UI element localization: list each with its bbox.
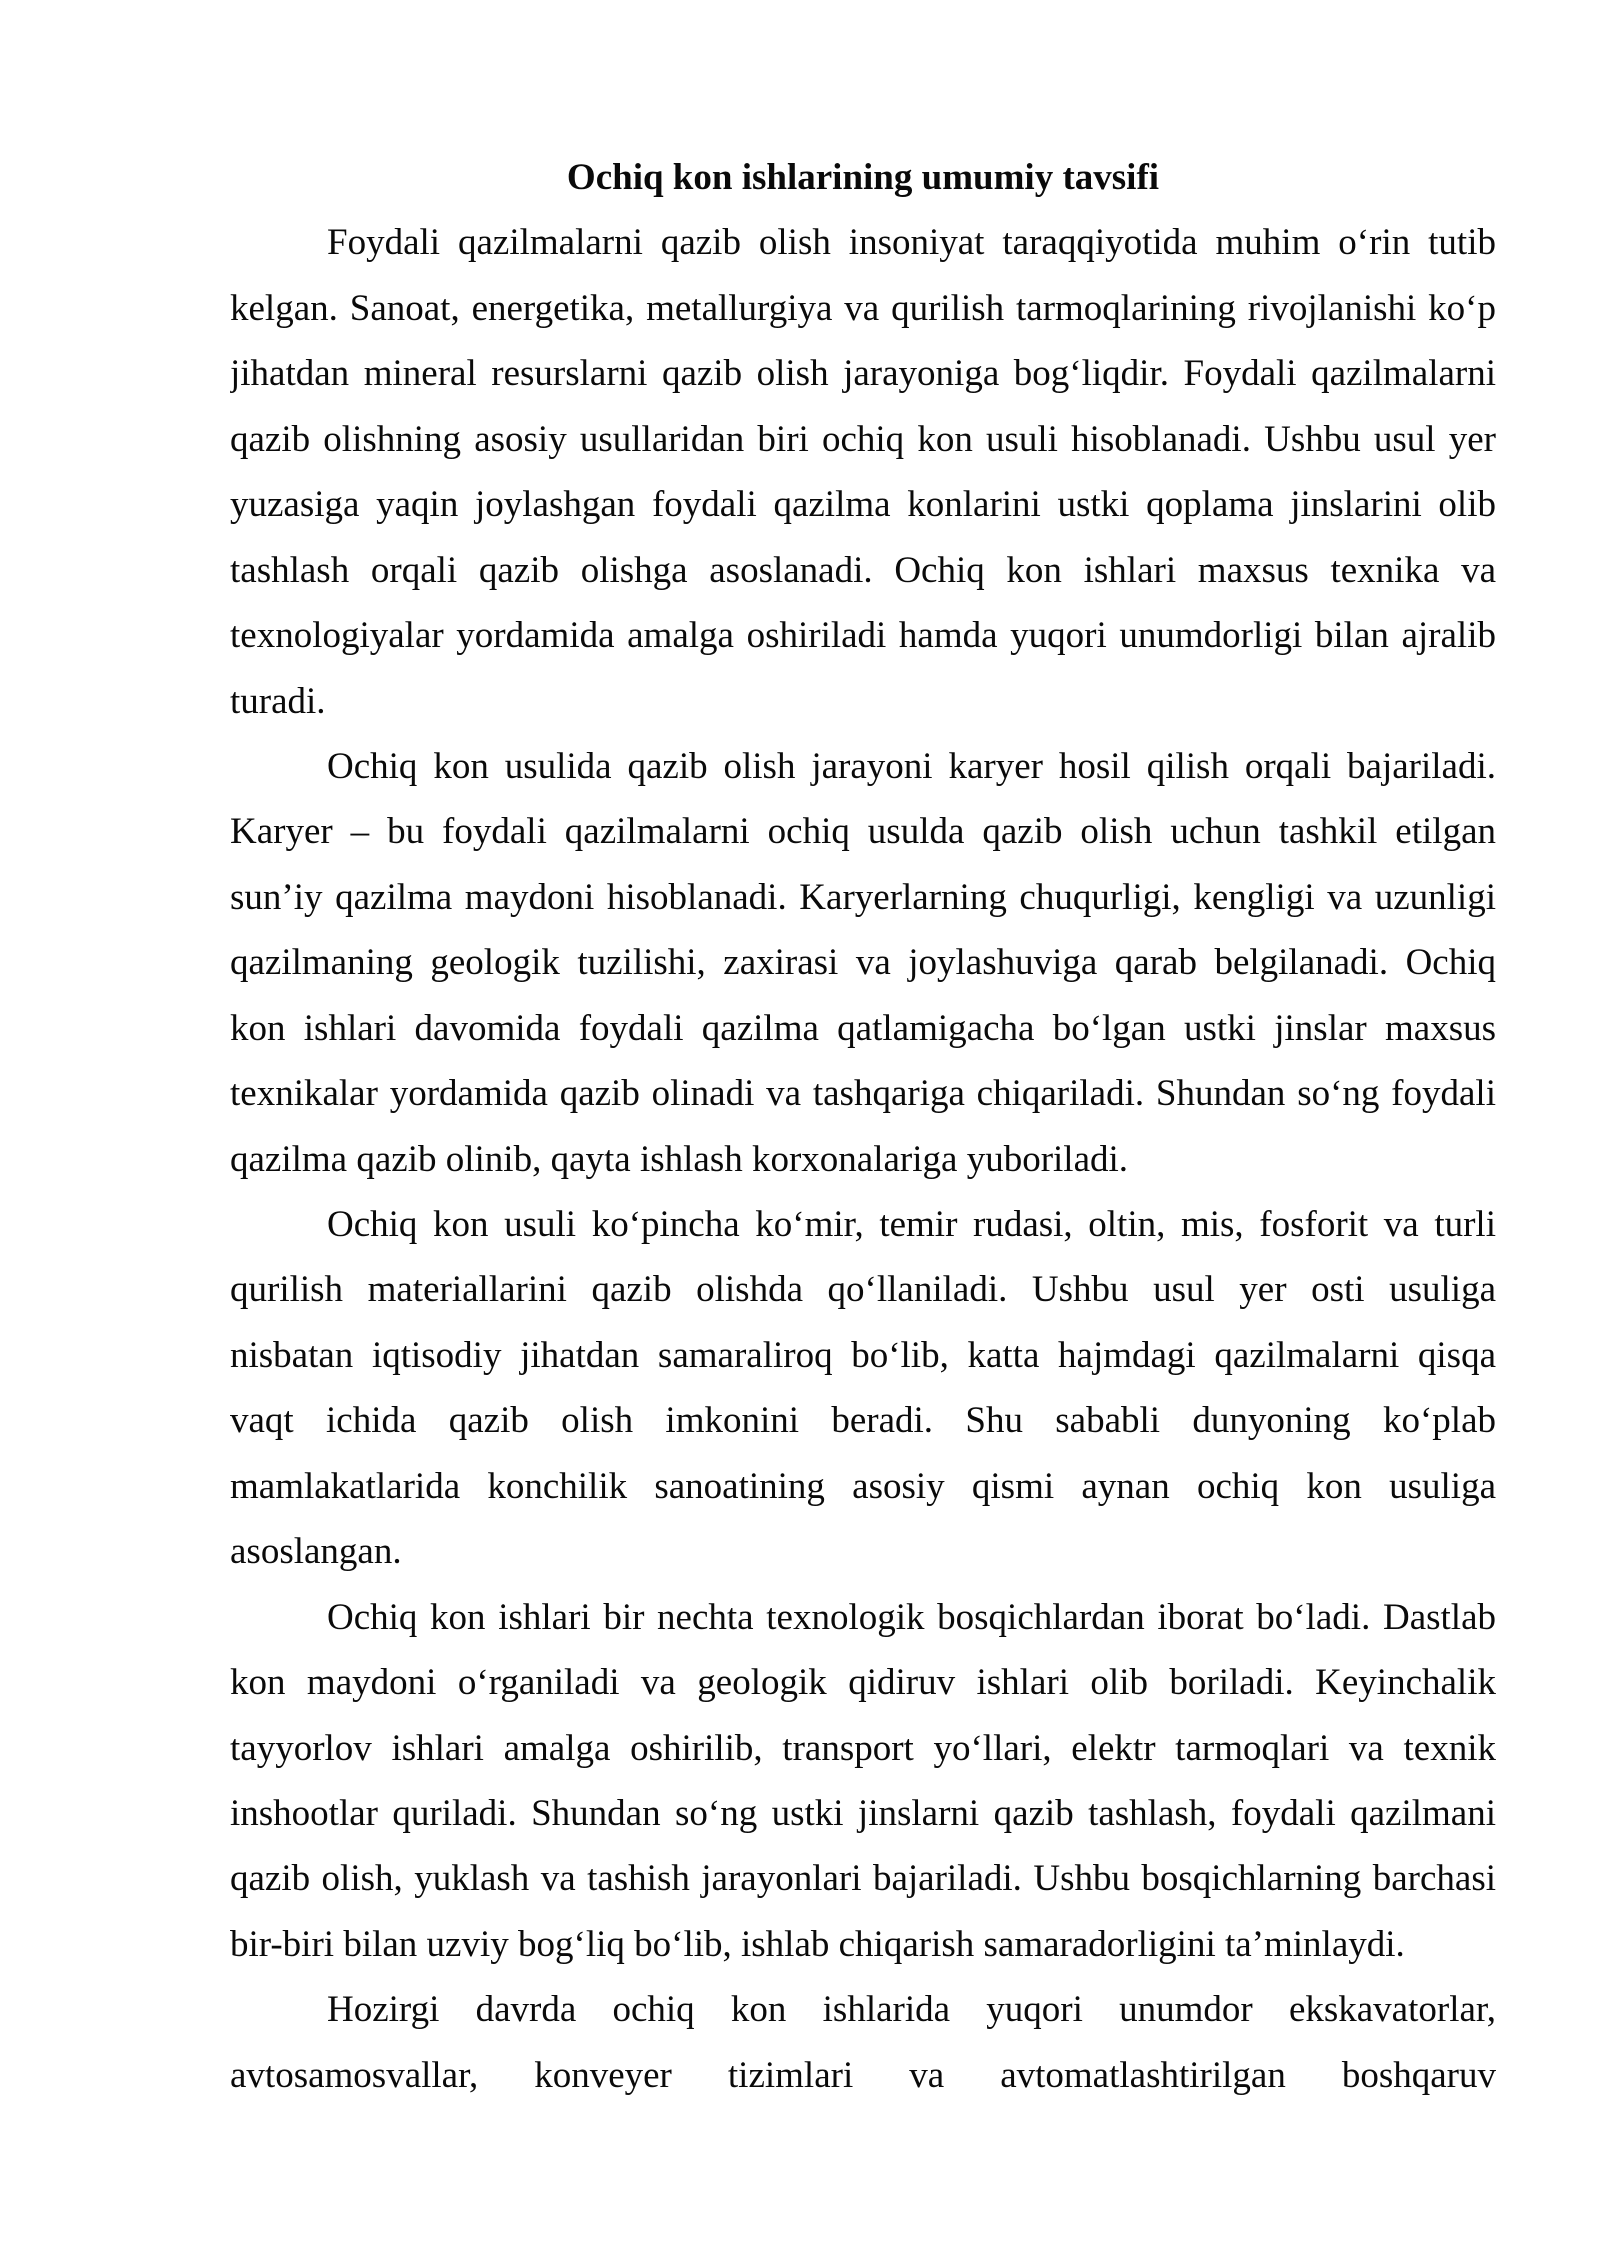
paragraph-line: Ochiq kon ishlari bir nechta texnologik bosqichlardan iborat bo‘ladi. Dastlab xyxy=(327,1596,1496,1638)
document-title: Ochiq kon ishlarining umumiy tavsifi xyxy=(566,157,1160,198)
paragraph-line: Foydali qazilmalarni qazib olish insoniyat taraqqiyotida muhim o‘rin tutib xyxy=(327,222,1496,264)
document-body xyxy=(230,145,1496,2108)
paragraph-line: tashlash orqali qazib olishga asoslanadi. Ochiq kon ishlari maxsus texnika va xyxy=(230,549,1496,591)
paragraph-line: inshootlar quriladi. Shundan so‘ng ustki jinslarni qazib tashlash, foydali qazilmani xyxy=(230,1792,1496,1834)
paragraph-line: kelgan. Sanoat, energetika, metallurgiya va qurilish tarmoqlarining rivojlanishi ko‘p xyxy=(230,287,1496,329)
paragraph-line: jihatdan mineral resurslarni qazib olish jarayoniga bog‘liqdir. Foydali qazilmalarni xyxy=(230,353,1496,395)
paragraph-line: sun’iy qazilma maydoni hisoblanadi. Karyerlarning chuqurligi, kengligi va uzunligi xyxy=(230,876,1496,918)
paragraph-line: avtosamosvallar, konveyer tizimlari va avtomatlashtirilgan boshqaruv xyxy=(230,2054,1496,2096)
paragraph-line: qurilish materiallarini qazib olishda qo‘llaniladi. Ushbu usul yer osti usuliga xyxy=(230,1269,1496,1311)
paragraph-line: kon ishlari davomida foydali qazilma qatlamigacha bo‘lgan ustki jinslar maxsus xyxy=(230,1007,1496,1049)
paragraph-line: texnologiyalar yordamida amalga oshiriladi hamda yuqori unumdorligi bilan ajralib xyxy=(230,615,1496,657)
paragraph-4 xyxy=(230,1585,1496,1978)
paragraph-line: nisbatan iqtisodiy jihatdan samaraliroq bo‘lib, katta hajmdagi qazilmalarni qisqa xyxy=(230,1334,1496,1376)
paragraph-line: Hozirgi davrda ochiq kon ishlarida yuqori unumdor ekskavatorlar, xyxy=(327,1989,1496,2031)
paragraph-2 xyxy=(230,734,1496,1192)
paragraph-1 xyxy=(230,210,1496,734)
paragraph-line: asoslangan. xyxy=(230,1531,402,1573)
paragraph-line: Karyer – bu foydali qazilmalarni ochiq usulda qazib olish uchun tashkil etilgan xyxy=(230,811,1496,853)
paragraph-5 xyxy=(230,1977,1496,2108)
paragraph-3 xyxy=(230,1192,1496,1585)
paragraph-line: kon maydoni o‘rganiladi va geologik qidiruv ishlari olib boriladi. Keyinchalik xyxy=(230,1662,1496,1704)
paragraph-line: texnikalar yordamida qazib olinadi va tashqariga chiqariladi. Shundan so‘ng foydali xyxy=(230,1073,1496,1115)
paragraph-line: yuzasiga yaqin joylashgan foydali qazilma konlarini ustki qoplama jinslarini olib xyxy=(230,484,1496,526)
paragraph-line: qazilmaning geologik tuzilishi, zaxirasi va joylashuviga qarab belgilanadi. Ochiq xyxy=(230,942,1496,984)
paragraph-line: turadi. xyxy=(230,680,326,722)
paragraph-line: Ochiq kon usulida qazib olish jarayoni karyer hosil qilish orqali bajariladi. xyxy=(327,745,1496,787)
paragraph-line: qazib olish, yuklash va tashish jarayonlari bajariladi. Ushbu bosqichlarning barchasi xyxy=(230,1858,1496,1900)
paragraph-line: mamlakatlarida konchilik sanoatining asosiy qismi aynan ochiq kon usuliga xyxy=(230,1465,1496,1507)
paragraph-line: bir-biri bilan uzviy bog‘liq bo‘lib, ishlab chiqarish samaradorligini ta’minlaydi. xyxy=(230,1923,1405,1965)
paragraph-line: qazib olishning asosiy usullaridan biri ochiq kon usuli hisoblanadi. Ushbu usul yer xyxy=(230,418,1496,460)
paragraph-line: qazilma qazib olinib, qayta ishlash korxonalariga yuboriladi. xyxy=(230,1138,1129,1180)
paragraph-line: tayyorlov ishlari amalga oshirilib, transport yo‘llari, elektr tarmoqlari va texnik xyxy=(230,1727,1496,1769)
paragraph-line: vaqt ichida qazib olish imkonini beradi. Shu sababli dunyoning ko‘plab xyxy=(230,1400,1496,1442)
paragraph-line: Ochiq kon usuli ko‘pincha ko‘mir, temir rudasi, oltin, mis, fosforit va turli xyxy=(327,1204,1496,1245)
